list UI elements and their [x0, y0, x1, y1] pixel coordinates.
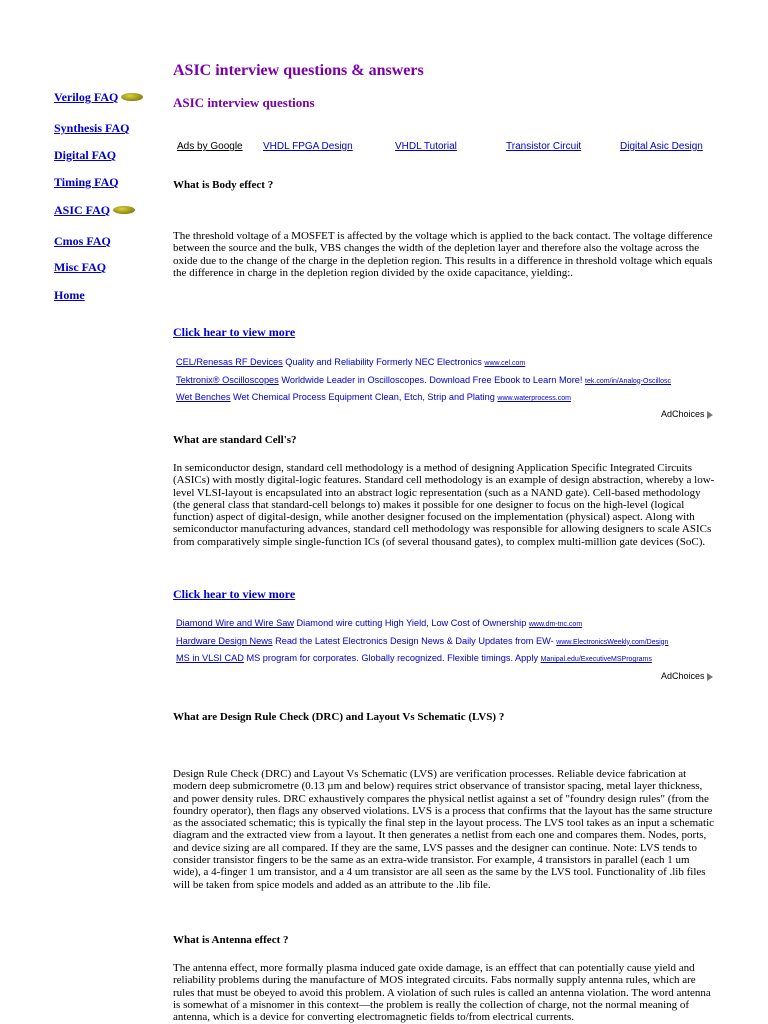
sidebar-item-label[interactable]: Home — [54, 288, 85, 302]
sidebar-item-asic-faq[interactable] — [54, 201, 135, 228]
ad-description: Diamond wire cutting High Yield, Low Cost of Ownership — [296, 618, 527, 628]
adchoices-label[interactable]: AdChoices — [661, 671, 705, 681]
ad-link-vhdl-tutorial[interactable]: VHDL Tutorial — [395, 141, 457, 152]
question-heading: What are Design Rule Check (DRC) and Layout Vs Schematic (LVS) ? — [173, 711, 505, 723]
ad-title[interactable]: CEL/Renesas RF Devices — [176, 357, 283, 367]
ad-link-vhdl-fpga-design[interactable]: VHDL FPGA Design — [263, 141, 353, 152]
adchoices-link[interactable] — [661, 671, 713, 681]
ad-link-digital-asic-design[interactable]: Digital Asic Design — [620, 141, 703, 152]
ad-title[interactable]: Hardware Design News — [176, 635, 273, 646]
adchoices-icon — [707, 411, 713, 419]
ad-url[interactable]: Manipal.edu/ExecutiveMSPrograms — [540, 656, 652, 663]
ad-description: MS program for corporates. Globally recognized. Flexible timings. Apply — [246, 653, 539, 663]
answer-paragraph: The threshold voltage of a MOSFET is affected by the voltage which is applied to the back contact. The voltage difference between the source and the bulk, VBS changes the width of the depletion layer and therefore also the voltage across the oxide due to the change of the charge in the depletion region. This results in a difference in threshold voltage which equals the difference in charge in the depletion region divided by the oxide capacitance, yielding:. — [173, 230, 713, 279]
question-heading: What is Antenna effect ? — [173, 934, 289, 946]
sidebar-item-verilog-faq[interactable] — [54, 88, 143, 115]
adchoices-label[interactable]: AdChoices — [661, 409, 705, 419]
sidebar-item-label[interactable]: Digital FAQ — [54, 148, 117, 162]
sidebar-item-cmos-faq[interactable] — [54, 232, 111, 259]
sidebar-item-label[interactable]: Timing FAQ — [54, 175, 119, 189]
sidebar-item-timing-faq[interactable] — [54, 173, 119, 200]
ad-description: Quality and Reliability Formerly NEC Electronics — [285, 357, 482, 367]
ad-url[interactable]: www.cel.com — [484, 360, 526, 367]
ad-row[interactable] — [176, 392, 721, 410]
answer-paragraph: The antenna effect, more formally plasma induced gate oxide damage, is an efffect that can potentially cause yield and reliability problems during the manufacture of MOS integrated circuits. Fabs normally supply antenna rules, which are rules that must be obeyed to avoid this problem. A violation of such rules is called an antenna violation. The word antenna is somewhat of a misnomer in this context—the problem is really the collection of charge, not the normal meaning of antenna, which is a device for converting electromagnetic fields to/from electrical currents. — [173, 962, 711, 1024]
ad-url[interactable]: www.waterprocess.com — [497, 395, 571, 402]
adchoices-link[interactable] — [661, 409, 713, 419]
ad-title[interactable]: MS in VLSI CAD — [176, 653, 244, 663]
ad-description: Wet Chemical Process Equipment Clean, Etch, Strip and Plating — [233, 392, 495, 402]
adchoices-icon — [707, 673, 713, 681]
ads-by-google-label[interactable]: Ads by Google — [177, 141, 243, 152]
sponsored-links-block — [176, 357, 721, 410]
ad-row[interactable] — [176, 618, 721, 636]
view-more-link[interactable]: Click hear to view more — [173, 587, 296, 601]
ad-row[interactable] — [176, 375, 721, 393]
sidebar-item-label[interactable]: Verilog FAQ — [54, 90, 119, 104]
view-more-link[interactable]: Click hear to view more — [173, 325, 296, 339]
sidebar-item-label[interactable]: ASIC FAQ — [54, 203, 111, 217]
sponsored-links-block — [176, 618, 721, 671]
ad-url[interactable]: www.dm-tnc.com — [528, 621, 583, 628]
ad-row[interactable] — [176, 653, 721, 671]
ad-title[interactable]: Tektronix® Oscilloscopes — [176, 374, 279, 385]
ad-row[interactable] — [176, 357, 721, 375]
ad-title[interactable]: Wet Benches — [176, 392, 231, 402]
ad-description: Worldwide Leader in Oscilloscopes. Download Free Ebook to Learn More! — [281, 374, 583, 385]
main-header — [173, 62, 718, 111]
sidebar-item-label[interactable]: Misc FAQ — [54, 260, 107, 274]
ad-title[interactable]: Diamond Wire and Wire Saw — [176, 618, 294, 628]
sidebar-item-home[interactable] — [54, 286, 85, 313]
page-title: ASIC interview questions & answers — [173, 62, 424, 79]
ad-url[interactable]: tek.com/in/Analog-Oscillosc — [585, 377, 672, 385]
bullet-icon — [121, 93, 143, 101]
sidebar-item-label[interactable]: Synthesis FAQ — [54, 121, 130, 135]
sidebar-item-synthesis-faq[interactable] — [54, 119, 129, 146]
answer-paragraph: Design Rule Check (DRC) and Layout Vs Schematic (LVS) are verification processes. Reliable device fabrication at modern deep submicrometre (0.13 µm and below) requires strict observance of transistor spacing, metal layer thickness, and power density rules. DRC exhaustively compares the physical netlist against a set of "foundry design rules" (from the foundry operator), then flags any observed violations. LVS is a process that confirms that the layout has the same structure as the associated schematic; this is typically the final step in the layout process. The LVS tool takes as an input a schematic diagram and the extracted view from a layout. It then generates a netlist from each one and compares them. Nodes, ports, and device sizing are all compared. If they are the same, LVS passes and the designer can continue. Note: LVS tends to consider transistor fingers to be the same as an extra-wide transistor. For example, 4 transistors in parallel (each 1 um wide), a 4-finger 1 um transistor, and a 4 um transistor are all seen as the same by the LVS tool. Functionality of .lib files will be taken from spice models and added as an attribute to the .lib file. — [173, 768, 715, 891]
ad-row[interactable] — [176, 636, 721, 654]
page-subtitle: ASIC interview questions — [173, 95, 315, 110]
sidebar-item-digital-faq[interactable] — [54, 146, 116, 173]
question-heading: What are standard Cell's? — [173, 434, 297, 446]
ad-description: Read the Latest Electronics Design News & Daily Updates from EW- — [275, 635, 554, 646]
sidebar-item-misc-faq[interactable] — [54, 258, 106, 285]
ad-link-transistor-circuit[interactable]: Transistor Circuit — [506, 141, 582, 152]
answer-paragraph: In semiconductor design, standard cell methodology is a method of designing Application Specific Integrated Circuits (ASICs) with mostly digital-logic features. Standard cell methodology is an example of design abstraction, whereby a low-level VLSI-layout is encapsulated into an abstract logic representation (such as a NAND gate). Cell-based methodology (the general class that standard-cell belongs to) makes it possible for one designer to focus on the high-level (logical function) aspect of digital-design, while another designer focused on the implementation (physical) aspect. Along with semiconductor manufacturing advances, standard cell methodology was responsible for allowing designers to scale ASICs from comparatively simple single-function ICs (of several thousand gates), to complex multi-million gate devices (SoC). — [173, 462, 715, 548]
question-heading: What is Body effect ? — [173, 179, 274, 191]
sidebar-item-label[interactable]: Cmos FAQ — [54, 234, 111, 248]
bullet-icon — [113, 206, 135, 214]
ad-url[interactable]: www.ElectronicsWeekly.com/Design — [556, 638, 669, 646]
